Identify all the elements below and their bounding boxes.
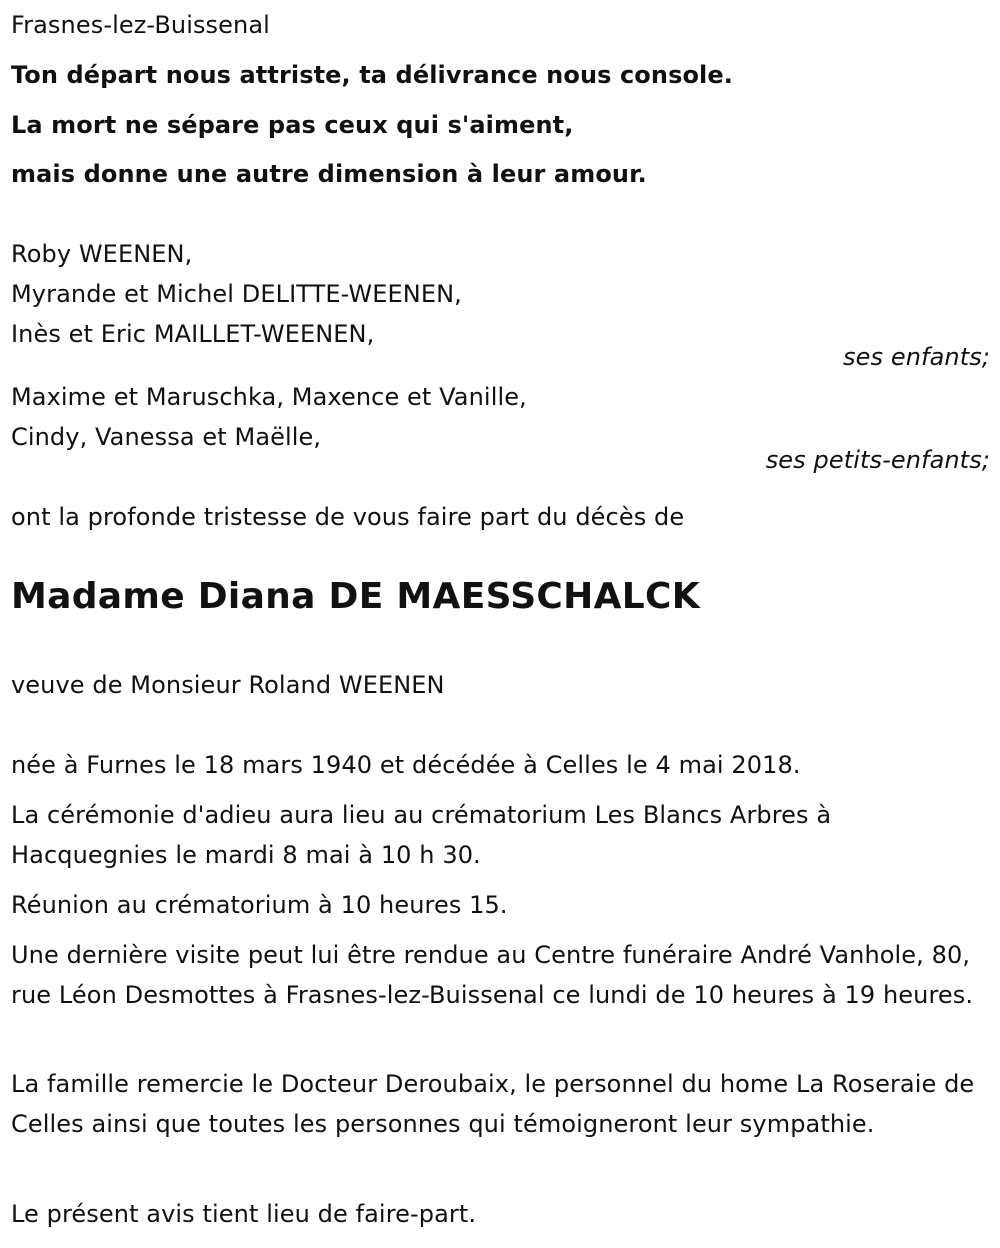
quote-line-1: Ton départ nous attriste, ta délivrance nous console. xyxy=(11,61,733,89)
child-name-2: Myrande et Michel DELITTE-WEENEN, xyxy=(11,280,462,308)
notice-text: Le présent avis tient lieu de faire-part. xyxy=(11,1200,477,1228)
grandchildren-label: ses petits-enfants; xyxy=(765,446,990,474)
deceased-name: Madame Diana DE MAESSCHALCK xyxy=(11,576,700,617)
visit-text: Une dernière visite peut lui être rendue au Centre funéraire André Vanhole, 80, rue Léon Desmottes à Frasnes-lez-Buissenal ce lundi de 10 heures à 19 heures. xyxy=(11,941,974,1009)
quote-line-2: La mort ne sépare pas ceux qui s'aiment, xyxy=(11,111,574,139)
widow-of-text: veuve de Monsieur Roland WEENEN xyxy=(11,671,445,699)
quote-line-3: mais donne une autre dimension à leur amour. xyxy=(11,160,647,188)
grandchild-names-1: Maxime et Maruschka, Maxence et Vanille, xyxy=(11,383,527,411)
children-label: ses enfants; xyxy=(843,343,990,371)
child-name-3: Inès et Eric MAILLET-WEENEN, xyxy=(11,320,375,348)
child-name-1: Roby WEENEN, xyxy=(11,240,193,268)
meeting-text: Réunion au crématorium à 10 heures 15. xyxy=(11,891,508,919)
birth-death-text: née à Furnes le 18 mars 1940 et décédée à Celles le 4 mai 2018. xyxy=(11,751,801,779)
ceremony-text: La cérémonie d'adieu aura lieu au crématorium Les Blancs Arbres à Hacquegnies le mardi 8 mai à 10 h 30. xyxy=(11,801,832,869)
thanks-text: La famille remercie le Docteur Deroubaix, le personnel du home La Roseraie de Celles ainsi que toutes les personnes qui témoigneront leur sympathie. xyxy=(11,1070,975,1138)
location-text: Frasnes-lez-Buissenal xyxy=(11,11,270,39)
grandchild-names-2: Cindy, Vanessa et Maëlle, xyxy=(11,423,322,451)
announcement-text: ont la profonde tristesse de vous faire part du décès de xyxy=(11,503,685,531)
